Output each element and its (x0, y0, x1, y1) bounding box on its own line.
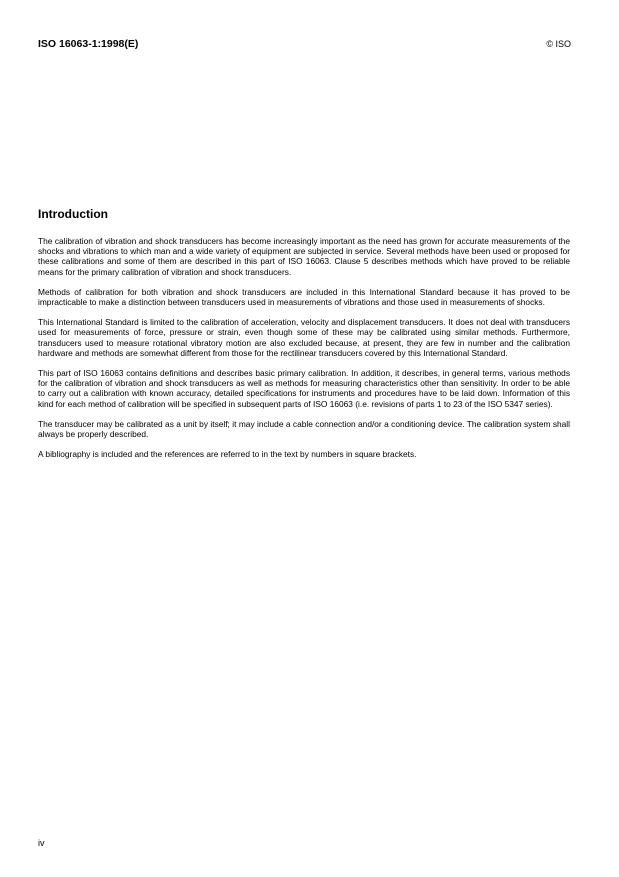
copyright-notice: © ISO (546, 39, 571, 49)
section-body (38, 236, 570, 469)
paragraph: The calibration of vibration and shock transducers has become increasingly important as the need has grown for accurate measurements of the shocks and vibrations to which man and a wide variety of equipment are subjected in service. Several methods have been used or proposed for these calibrations and some of them are described in this part of ISO 16063. Clause 5 describes methods which have proved to be reliable means for the primary calibration of vibration and shock transducers. (38, 236, 570, 277)
document-id: ISO 16063-1:1998(E) (38, 38, 139, 50)
section-title: Introduction (38, 207, 108, 221)
page-number: iv (38, 838, 45, 848)
paragraph: This part of ISO 16063 contains definitions and describes basic primary calibration. In addition, it describes, in general terms, various methods for the calibration of vibration and shock transducers as well as methods for measuring characteristics other than sensitivity. In order to be able to carry out a calibration with known accuracy, detailed specifications for instruments and procedures have to be laid down. Information of this kind for each method of calibration will be specified in subsequent parts of ISO 16063 (i.e. revisions of parts 1 to 23 of the ISO 5347 series). (38, 368, 570, 409)
paragraph: This International Standard is limited to the calibration of acceleration, velocity and displacement transducers. It does not deal with transducers used for measurements of force, pressure or strain, even though some of these may be calibrated using similar methods. Furthermore, transducers used to measure rotational vibratory motion are also excluded because, at present, they are few in number and the calibration hardware and methods are somewhat different from those for the rectilinear transducers covered by this International Standard. (38, 317, 570, 358)
paragraph: A bibliography is included and the references are referred to in the text by numbers in square brackets. (38, 449, 417, 460)
paragraph: The transducer may be calibrated as a unit by itself; it may include a cable connection and/or a conditioning device. The calibration system shall always be properly described. (38, 418, 570, 440)
paragraph: Methods of calibration for both vibration and shock transducers are included in this International Standard because it has proved to be impracticable to make a distinction between transducers used in measurements of vibrations and those used in measurements of shocks. (38, 286, 570, 308)
